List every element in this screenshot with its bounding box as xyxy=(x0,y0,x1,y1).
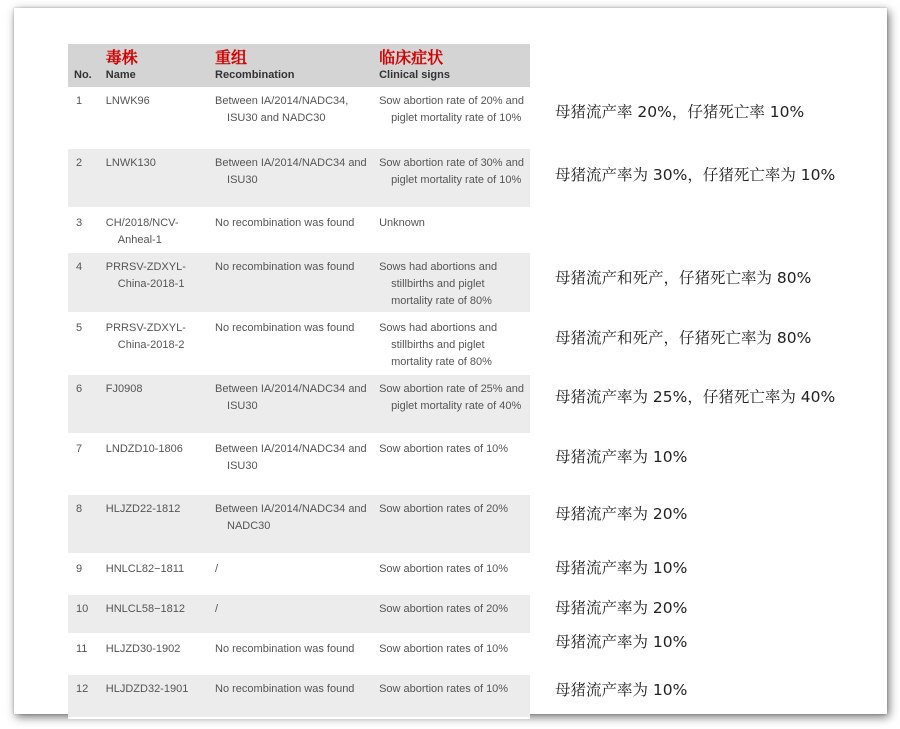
cell-clinical-text: Sows had abortions and stillbirths and piglet mortality rate of 80% xyxy=(379,261,498,307)
row-note: 母猪流产率为 20% xyxy=(555,505,688,523)
cell-recombination-text: Between IA/2014/NADC34 and ISU30 xyxy=(215,443,367,472)
cell-no xyxy=(68,253,102,314)
cell-recombination-text: No recombination was found xyxy=(215,322,355,334)
cell-name-text: HLJDZD32-1901 xyxy=(105,683,189,695)
header-clinical-en: Clinical signs xyxy=(379,69,450,81)
document-card xyxy=(14,8,887,714)
cell-name xyxy=(102,435,211,495)
cell-name-text: LNWK130 xyxy=(105,157,156,169)
row-note: 母猪流产和死产，仔猪死亡率为 80% xyxy=(555,329,812,347)
cell-no-text: 10 xyxy=(76,603,89,615)
cell-recombination-text: No recombination was found xyxy=(215,643,355,655)
cell-name xyxy=(102,209,211,253)
cell-clinical-text: Unknown xyxy=(379,217,425,229)
cell-clinical xyxy=(375,375,530,435)
cell-recombination-text: / xyxy=(215,563,219,575)
cell-name xyxy=(102,149,211,209)
cell-no-text: 9 xyxy=(76,563,83,575)
cell-no-text: 4 xyxy=(76,261,83,273)
cell-name xyxy=(102,87,211,149)
cell-recombination-text: Between IA/2014/NADC34 and NADC30 xyxy=(215,503,367,532)
cell-name-text: HNLCL82−1811 xyxy=(105,563,185,575)
table-header-row xyxy=(68,44,530,87)
row-note: 母猪流产率为 25%，仔猪死亡率为 40% xyxy=(555,388,836,406)
row-note: 母猪流产率为 10% xyxy=(555,681,688,699)
cell-clinical-text: Sow abortion rates of 20% xyxy=(379,603,509,615)
table-row xyxy=(68,675,530,719)
cell-clinical-text: Sow abortion rates of 10% xyxy=(379,643,509,655)
cell-clinical-text: Sow abortion rate of 25% and piglet mortality rate of 40% xyxy=(379,383,524,412)
cell-clinical xyxy=(375,675,530,719)
cell-clinical xyxy=(375,435,530,495)
cell-no xyxy=(68,635,102,675)
cell-name-text: CH/2018/NCV-Anheal-1 xyxy=(105,217,179,246)
cell-recombination xyxy=(211,435,375,495)
cell-name-text: PRRSV-ZDXYL-China-2018-2 xyxy=(105,322,186,351)
cell-clinical-text: Sow abortion rates of 10% xyxy=(379,443,509,455)
cell-name xyxy=(102,314,211,375)
header-name xyxy=(102,44,211,87)
cell-no-text: 2 xyxy=(76,157,83,169)
cell-recombination xyxy=(211,314,375,375)
table-row xyxy=(68,209,530,253)
table-row xyxy=(68,635,530,675)
cell-name-text: HNLCL58−1812 xyxy=(105,603,185,615)
cell-no xyxy=(68,314,102,375)
cell-no-text: 6 xyxy=(76,383,83,395)
row-note: 母猪流产率为 10% xyxy=(555,448,688,466)
table-row xyxy=(68,149,530,209)
cell-name xyxy=(102,253,211,314)
table-row xyxy=(68,314,530,375)
cell-clinical xyxy=(375,595,530,635)
cell-no-text: 8 xyxy=(76,503,83,515)
cell-name xyxy=(102,555,211,595)
table-row xyxy=(68,495,530,555)
cell-recombination xyxy=(211,595,375,635)
table-row xyxy=(68,253,530,314)
cell-name-text: HLJZD22-1812 xyxy=(105,503,181,515)
cell-recombination-text: / xyxy=(215,603,219,615)
header-name-cn: 毒株 xyxy=(105,48,138,67)
cell-clinical xyxy=(375,555,530,595)
cell-clinical xyxy=(375,314,530,375)
row-note: 母猪流产率为 30%，仔猪死亡率为 10% xyxy=(555,166,836,184)
cell-clinical xyxy=(375,209,530,253)
cell-name xyxy=(102,635,211,675)
row-note: 母猪流产率为 10% xyxy=(555,559,688,577)
cell-clinical xyxy=(375,635,530,675)
cell-no xyxy=(68,209,102,253)
cell-clinical-text: Sow abortion rate of 20% and piglet mortality rate of 10% xyxy=(379,95,524,124)
cell-recombination xyxy=(211,495,375,555)
cell-no xyxy=(68,375,102,435)
cell-no xyxy=(68,149,102,209)
cell-recombination-text: Between IA/2014/NADC34 and ISU30 xyxy=(215,383,367,412)
row-note: 母猪流产和死产，仔猪死亡率为 80% xyxy=(555,269,812,287)
table-row xyxy=(68,555,530,595)
cell-clinical-text: Sows had abortions and stillbirths and piglet mortality rate of 80% xyxy=(379,322,498,368)
cell-name-text: PRRSV-ZDXYL-China-2018-1 xyxy=(105,261,186,290)
cell-no xyxy=(68,435,102,495)
cell-recombination xyxy=(211,87,375,149)
cell-no-text: 12 xyxy=(76,683,89,695)
table-row xyxy=(68,595,530,635)
cell-name xyxy=(102,675,211,719)
cell-name-text: FJ0908 xyxy=(105,383,143,395)
cell-clinical xyxy=(375,149,530,209)
cell-recombination-text: Between IA/2014/NADC34, ISU30 and NADC30 xyxy=(215,95,349,124)
cell-clinical-text: Sow abortion rates of 10% xyxy=(379,563,509,575)
cell-clinical-text: Sow abortion rates of 10% xyxy=(379,683,509,695)
cell-no-text: 7 xyxy=(76,443,83,455)
header-recombination xyxy=(211,44,375,87)
cell-clinical xyxy=(375,253,530,314)
cell-recombination xyxy=(211,375,375,435)
table-row xyxy=(68,87,530,149)
row-note: 母猪流产率为 20% xyxy=(555,599,688,617)
cell-no xyxy=(68,555,102,595)
cell-recombination xyxy=(211,675,375,719)
cell-clinical xyxy=(375,87,530,149)
cell-recombination xyxy=(211,209,375,253)
header-no: No. xyxy=(68,44,102,87)
cell-clinical-text: Sow abortion rates of 20% xyxy=(379,503,509,515)
strain-table xyxy=(68,44,530,719)
header-name-en: Name xyxy=(105,69,136,81)
cell-clinical xyxy=(375,495,530,555)
cell-name xyxy=(102,495,211,555)
cell-no-text: 11 xyxy=(76,643,88,655)
cell-recombination xyxy=(211,149,375,209)
cell-no xyxy=(68,87,102,149)
table-row xyxy=(68,375,530,435)
cell-name-text: LNWK96 xyxy=(105,95,150,107)
cell-name-text: HLJZD30-1902 xyxy=(105,643,181,655)
cell-name xyxy=(102,595,211,635)
cell-name xyxy=(102,375,211,435)
row-note: 母猪流产率为 10% xyxy=(555,633,688,651)
cell-recombination xyxy=(211,253,375,314)
cell-recombination-text: No recombination was found xyxy=(215,683,355,695)
cell-recombination-text: No recombination was found xyxy=(215,217,355,229)
cell-no xyxy=(68,595,102,635)
header-clinical xyxy=(375,44,530,87)
cell-recombination-text: No recombination was found xyxy=(215,261,355,273)
cell-recombination-text: Between IA/2014/NADC34 and ISU30 xyxy=(215,157,367,186)
header-recombination-cn: 重组 xyxy=(215,48,248,67)
cell-no xyxy=(68,495,102,555)
cell-recombination xyxy=(211,635,375,675)
row-note: 母猪流产率 20%，仔猪死亡率 10% xyxy=(555,103,805,121)
cell-no-text: 1 xyxy=(76,95,83,107)
cell-no-text: 3 xyxy=(76,217,83,229)
table-row xyxy=(68,435,530,495)
header-recombination-en: Recombination xyxy=(215,69,295,81)
cell-no-text: 5 xyxy=(76,322,83,334)
header-clinical-cn: 临床症状 xyxy=(379,48,444,67)
cell-recombination xyxy=(211,555,375,595)
cell-no xyxy=(68,675,102,719)
cell-name-text: LNDZD10-1806 xyxy=(105,443,183,455)
cell-clinical-text: Sow abortion rate of 30% and piglet mortality rate of 10% xyxy=(379,157,524,186)
